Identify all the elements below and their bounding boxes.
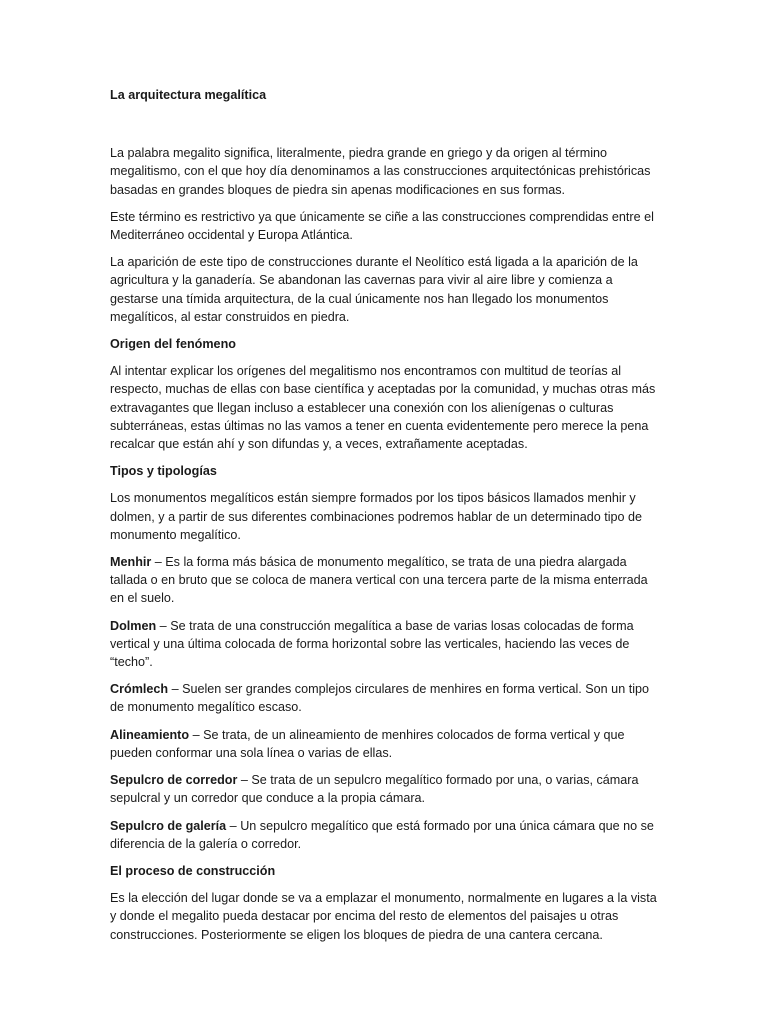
type-term: Crómlech xyxy=(110,682,169,697)
type-term: Sepulcro de corredor xyxy=(110,773,238,788)
types-paragraph: Los monumentos megalíticos están siempre formados por los tipos básicos llamados menhir y dolmen, y a partir de sus diferentes combinaciones podremos hablar de un determinado tipo de monumento megalítico. xyxy=(110,491,643,542)
intro-paragraph-1: La palabra megalito significa, literalmente, piedra grande en griego y da origen al término megalitismo, con el que hoy día denominamos a las construcciones arquitectónicas prehistóricas basadas en grandes bloques de piedra sin apenas modificaciones en sus formas. xyxy=(110,146,651,197)
type-definition: – Se trata de un sepulcro megalítico formado por una, o varias, cámara sepulcral y un corredor que conduce a la propia cámara. xyxy=(110,773,639,806)
type-definition: – Suelen ser grandes complejos circulares de menhires en forma vertical. Son un tipo de monumento megalítico escaso. xyxy=(110,682,649,715)
type-definition: – Se trata, de un alineamiento de menhires colocados de forma vertical y que pueden conformar una sola línea o varias de ellas. xyxy=(110,727,625,760)
document-title: La arquitectura megalítica xyxy=(110,88,267,102)
types-heading: Tipos y tipologías xyxy=(110,464,217,479)
type-item-menhir xyxy=(110,553,658,608)
origin-paragraph: Al intentar explicar los orígenes del megalitismo nos encontramos con multitud de teorías al respecto, muchas de ellas con base científica y aceptadas por la comunidad, y muchas otras más extravagantes que llegan incluso a establecer una conexión con los alienígenas o culturas subterráneas, estas últimas no las vamos a tener en cuenta evidentemente pero merece la pena recalcar que están ahí y son difundas y, a veces, extrañamente aceptadas. xyxy=(110,364,656,452)
type-item-dolmen xyxy=(110,617,658,672)
type-term: Alineamiento xyxy=(110,727,190,742)
type-definition: – Un sepulcro megalítico que está formado por una única cámara que no se diferencia de la galería o corredor. xyxy=(110,818,654,851)
type-definition: – Es la forma más básica de monumento megalítico, se trata de una piedra alargada tallada o en bruto que se coloca de manera vertical con una tercera parte de la misma enterrada en el suelo. xyxy=(110,555,648,606)
process-heading: El proceso de construcción xyxy=(110,863,276,878)
type-item-alineamiento xyxy=(110,726,658,762)
process-paragraph: Es la elección del lugar donde se va a emplazar el monumento, normalmente en lugares a la vista y donde el megalito pueda destacar por encima del resto de elementos del paisajes u otras construcciones. Posteriormente se eligen los bloques de piedra de una cantera cercana. xyxy=(110,891,657,942)
type-item-sepulcro-galeria xyxy=(110,817,658,853)
type-term: Sepulcro de galería xyxy=(110,818,227,833)
type-term: Dolmen xyxy=(110,618,157,633)
type-item-sepulcro-corredor xyxy=(110,771,658,807)
document-page xyxy=(110,86,658,953)
type-term: Menhir xyxy=(110,555,152,570)
origin-heading: Origen del fenómeno xyxy=(110,337,236,352)
intro-paragraph-3: La aparición de este tipo de construcciones durante el Neolítico está ligada a la aparición de la agricultura y la ganadería. Se abandonan las cavernas para vivir al aire libre y comienza a gestarse una tímida arquitectura, de la cual únicamente nos han llegado los monumentos megalíticos, al estar construidos en piedra. xyxy=(110,255,638,324)
intro-paragraph-2: Este término es restrictivo ya que únicamente se ciñe a las construcciones comprendidas entre el Mediterráneo occidental y Europa Atlántica. xyxy=(110,209,654,243)
type-definition: – Se trata de una construcción megalítica a base de varias losas colocadas de forma vertical y una última colocada de forma horizontal sobre las verticales, haciendo las veces de “techo”. xyxy=(110,618,634,670)
type-item-cromlech xyxy=(110,680,658,716)
